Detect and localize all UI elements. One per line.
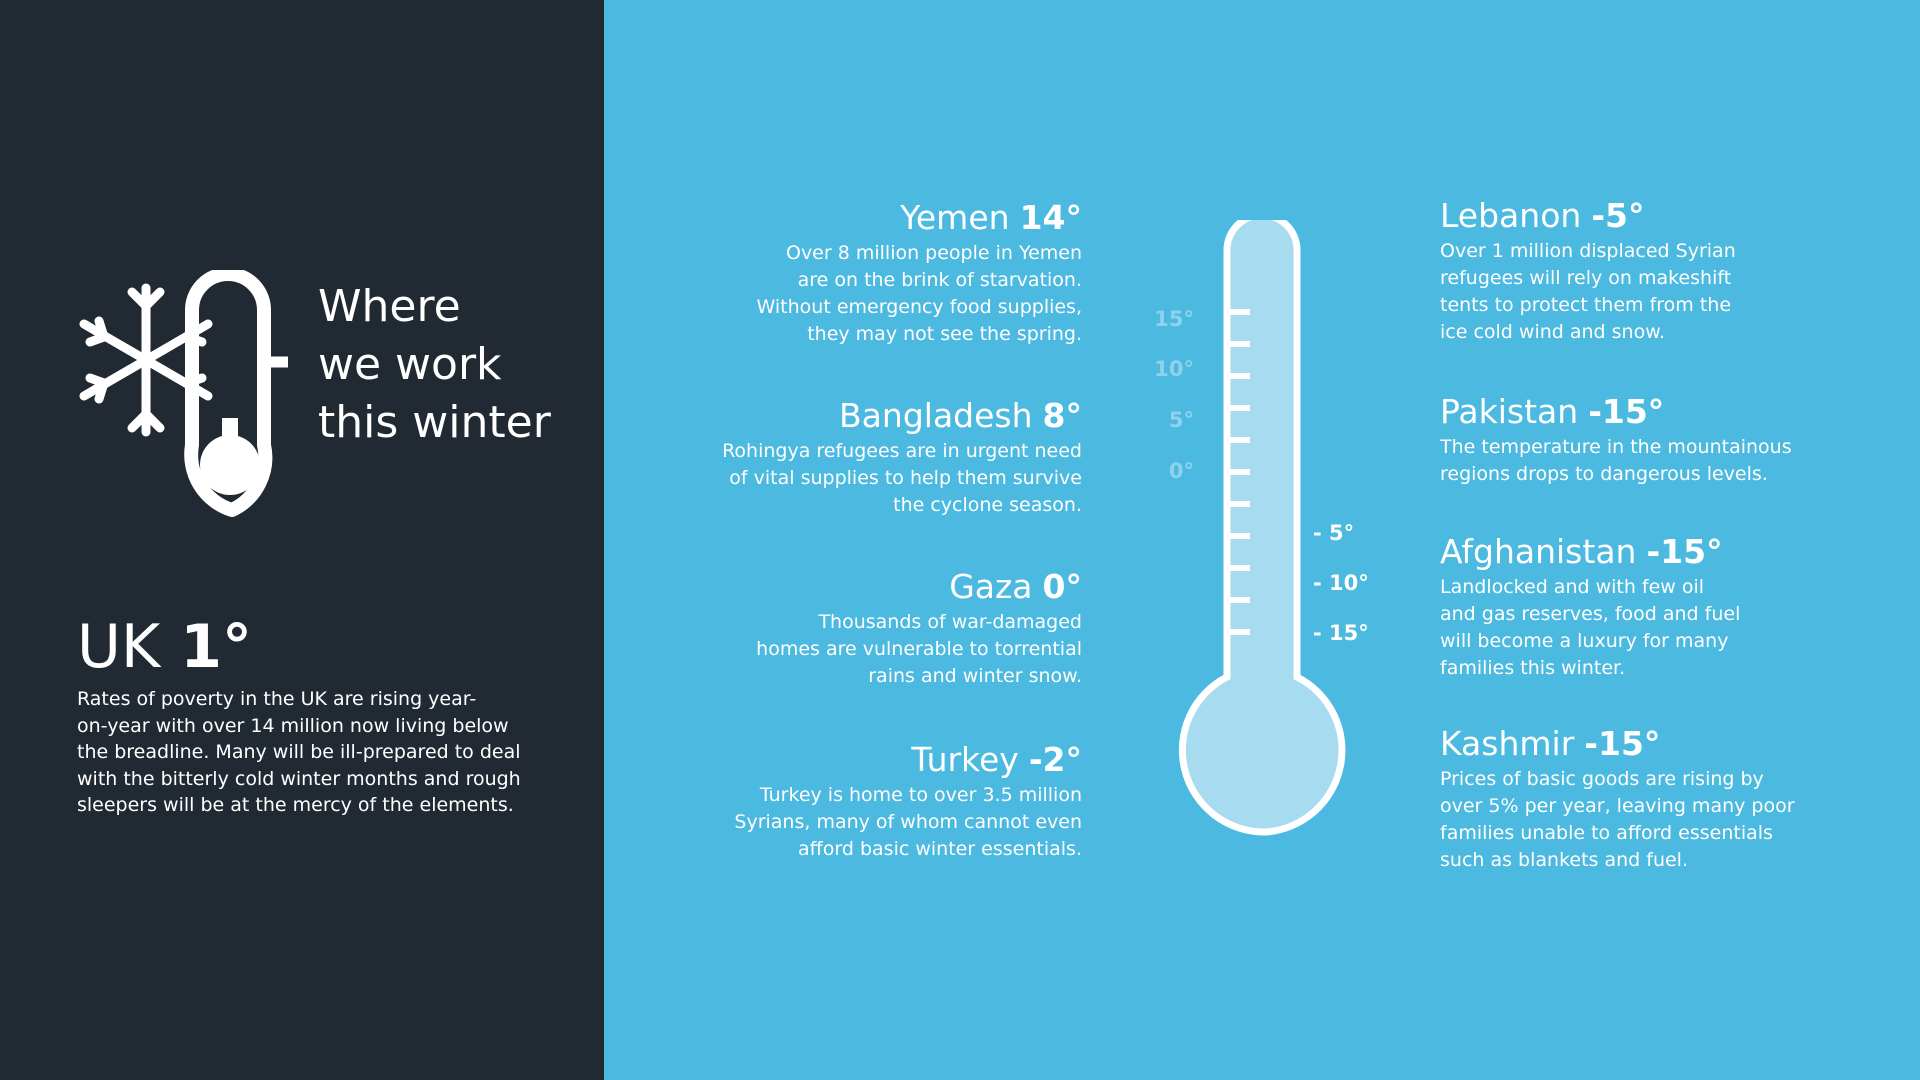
country-temperature: 8°	[1042, 396, 1082, 435]
scale-label-minus-5: - 5°	[1313, 521, 1355, 545]
country-entry-pakistan	[1440, 390, 1880, 488]
header-icons	[74, 270, 314, 540]
country-temperature: -15°	[1584, 724, 1661, 763]
country-temperature: 14°	[1019, 198, 1082, 237]
scale-label-0: 0°	[1168, 459, 1194, 483]
country-name: Bangladesh	[839, 396, 1033, 435]
uk-temperature: 1°	[180, 612, 253, 682]
scale-label-minus-10: - 10°	[1313, 571, 1369, 595]
country-entry-bangladesh	[662, 394, 1082, 519]
country-description: Over 8 million people in Yemen are on the brink of starvation. Without emergency food supplies, they may not see the spring.	[756, 242, 1082, 345]
country-temperature: -15°	[1646, 532, 1723, 571]
uk-section	[77, 612, 557, 819]
country-description: Prices of basic goods are rising by over 5% per year, leaving many poor families unable to afford essentials such as blankets and fuel.	[1440, 768, 1795, 871]
country-name: Lebanon	[1440, 196, 1582, 235]
country-temperature: -2°	[1028, 740, 1082, 779]
country-entry-turkey	[662, 738, 1082, 863]
country-name: Yemen	[900, 198, 1010, 237]
country-heading	[1440, 194, 1880, 238]
title-line: Where	[318, 281, 461, 332]
left-panel	[0, 0, 604, 1080]
country-description: The temperature in the mountainous regions drops to dangerous levels.	[1440, 436, 1792, 485]
thermometer-graphic	[1140, 220, 1400, 860]
country-heading	[1440, 722, 1880, 766]
country-name: Pakistan	[1440, 392, 1579, 431]
title-line: we work	[318, 339, 502, 390]
country-name: Turkey	[911, 740, 1019, 779]
country-temperature: 0°	[1042, 567, 1082, 606]
country-temperature: -15°	[1588, 392, 1665, 431]
country-entry-kashmir	[1440, 722, 1880, 874]
country-description: Over 1 million displaced Syrian refugees will rely on makeshift tents to protect them from the ice cold wind and snow.	[1440, 240, 1736, 343]
country-entry-afghanistan	[1440, 530, 1880, 682]
country-description: Landlocked and with few oil and gas reserves, food and fuel will become a luxury for many families this winter.	[1440, 576, 1741, 679]
country-entry-lebanon	[1440, 194, 1880, 346]
scale-label-10: 10°	[1154, 357, 1194, 381]
country-name: Afghanistan	[1440, 532, 1637, 571]
uk-heading	[77, 612, 557, 682]
country-name: Gaza	[949, 567, 1033, 606]
country-heading	[662, 196, 1082, 240]
country-temperature: -5°	[1591, 196, 1645, 235]
country-description: Rohingya refugees are in urgent need of vital supplies to help them survive the cyclone season.	[722, 440, 1082, 516]
country-heading	[662, 738, 1082, 782]
country-heading	[662, 565, 1082, 609]
title-line: this winter	[318, 397, 551, 448]
country-entry-gaza	[662, 565, 1082, 690]
country-description: Turkey is home to over 3.5 million Syrians, many of whom cannot even afford basic winter essentials.	[734, 784, 1082, 860]
scale-label-5: 5°	[1168, 408, 1194, 432]
country-heading	[1440, 390, 1880, 434]
country-heading	[662, 394, 1082, 438]
country-description: Thousands of war-damaged homes are vulnerable to torrential rains and winter snow.	[756, 611, 1082, 687]
country-entry-yemen	[662, 196, 1082, 348]
country-name: Kashmir	[1440, 724, 1575, 763]
page-title	[318, 278, 551, 452]
scale-label-minus-15: - 15°	[1313, 621, 1369, 645]
scale-label-15: 15°	[1154, 307, 1194, 331]
uk-description: Rates of poverty in the UK are rising year- on-year with over 14 million now living below the breadline. Many will be ill-prepared to deal with the bitterly cold winter months and rough sleepers will be at the mercy of the elements.	[77, 688, 521, 816]
country-heading	[1440, 530, 1880, 574]
uk-name: UK	[77, 612, 161, 682]
